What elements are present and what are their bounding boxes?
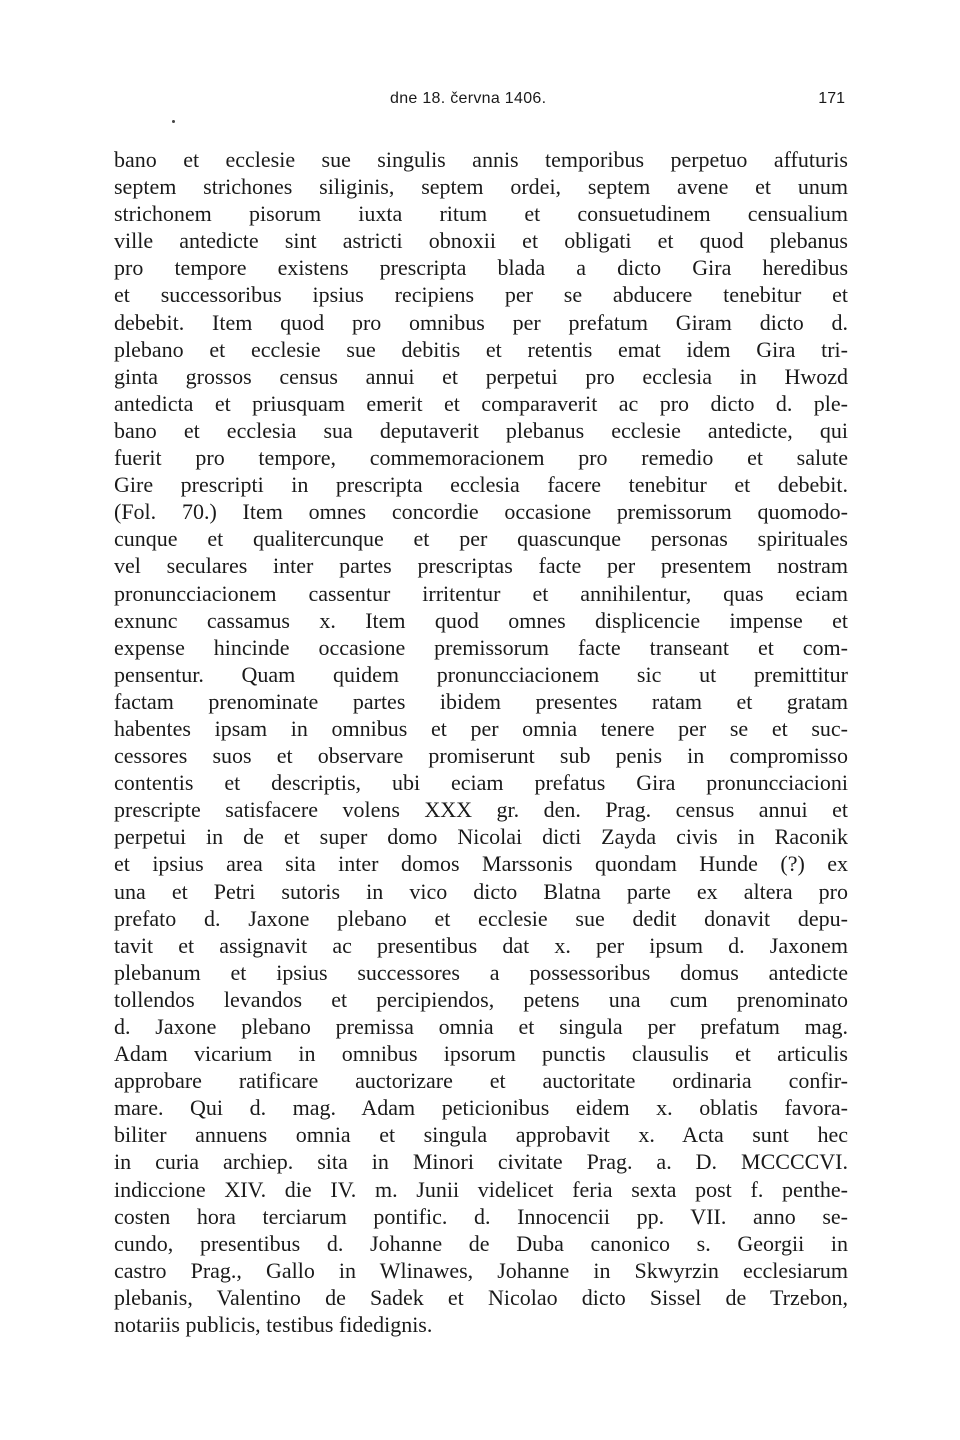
text-line: ville antedicte sint astricti obnoxii et obligati et quod plebanus xyxy=(114,228,848,254)
text-line: mare. Qui d. mag. Adam peticionibus eidem x. oblatis favora- xyxy=(114,1095,848,1121)
text-line: tavit et assignavit ac presentibus dat x. per ipsum d. Jaxonem xyxy=(114,932,848,958)
text-line: bano et ecclesie sue singulis annis temporibus perpetuo affuturis xyxy=(114,147,848,172)
text-line: fuerit pro tempore, commemoracionem pro remedio et salute xyxy=(114,445,848,471)
text-line: perpetui in de et super domo Nicolai dicti Zayda civis in Raconik xyxy=(114,824,848,850)
text-line: exnunc cassamus x. Item quod omnes displicencie impense et xyxy=(114,607,848,633)
text-line: approbare ratificare auctorizare et auctoritate ordinaria confir- xyxy=(114,1068,848,1094)
text-line: prefato d. Jaxone plebano et ecclesie sue dedit donavit depu- xyxy=(114,905,848,931)
text-line: costen hora terciarum pontific. d. Innocencii pp. VII. anno se- xyxy=(114,1203,848,1229)
text-line: habentes ipsam in omnibus et per omnia tenere per se et suc- xyxy=(114,715,848,741)
text-line: castro Prag., Gallo in Wlinawes, Johanne in Skwyrzin ecclesiarum xyxy=(114,1257,848,1283)
running-title: dne 18. června 1406. xyxy=(390,90,547,107)
text-line: vel seculares inter partes prescriptas facte per presentem nostram xyxy=(114,553,848,579)
text-line: cundo, presentibus d. Johanne de Duba canonico s. Georgii in xyxy=(114,1230,848,1256)
text-line: septem strichones siliginis, septem ordei, septem avene et unum xyxy=(114,174,848,200)
text-line: prescripte satisfacere volens XXX gr. den. Prag. census annui et xyxy=(114,797,848,823)
text-line: plebano et ecclesie sue debitis et retentis emat idem Gira tri- xyxy=(114,336,848,362)
text-line: strichonem pisorum iuxta ritum et consuetudinem censualium xyxy=(114,201,848,227)
text-line: tollendos levandos et percipiendos, petens una cum prenominato xyxy=(114,986,848,1012)
text-line: una et Petri sutoris in vico dicto Blatna parte ex altera pro xyxy=(114,878,848,904)
stray-dot xyxy=(172,120,175,123)
text-line: debebit. Item quod pro omnibus per prefatum Giram dicto d. xyxy=(114,309,848,335)
text-line: in curia archiep. sita in Minori civitate Prag. a. D. MCCCCVI. xyxy=(114,1149,848,1175)
text-line: plebanum et ipsius successores a possessoribus domus antedicte xyxy=(114,959,848,985)
running-head xyxy=(0,90,960,114)
text-line: notariis publicis, testibus fidedignis. xyxy=(114,1312,433,1338)
text-line: expense hincinde occasione premissorum facte transeant et com- xyxy=(114,634,848,660)
text-line: (Fol. 70.) Item omnes concordie occasione premissorum quomodo- xyxy=(114,499,848,525)
text-line: d. Jaxone plebano premissa omnia et singula per prefatum mag. xyxy=(114,1014,848,1039)
text-line: pronuncciacionem cassentur irritentur et annihilentur, quas eciam xyxy=(114,580,848,606)
text-line: pensentur. Quam quidem pronuncciacionem sic ut premittitur xyxy=(114,661,848,687)
text-line: biliter annuens omnia et singula approbavit x. Acta sunt hec xyxy=(114,1122,848,1148)
body-text xyxy=(114,146,848,1338)
text-line: Adam vicarium in omnibus ipsorum punctis clausulis et articulis xyxy=(114,1041,848,1067)
text-line: indiccione XIV. die IV. m. Junii videlicet feria sexta post f. penthe- xyxy=(114,1176,848,1202)
text-line: et ipsius area sita inter domos Marssonis quondam Hunde (?) ex xyxy=(114,851,848,877)
page-number: 171 xyxy=(818,90,845,107)
text-line: plebanis, Valentino de Sadek et Nicolao dicto Sissel de Trzebon, xyxy=(114,1284,848,1310)
text-line: contentis et descriptis, ubi eciam prefatus Gira pronuncciacioni xyxy=(114,770,848,796)
text-line: bano et ecclesia sua deputaverit plebanus ecclesie antedicte, qui xyxy=(114,417,848,443)
text-line: cunque et qualitercunque et per quascunque personas spirituales xyxy=(114,526,848,552)
text-line: cessores suos et observare promiserunt sub penis in compromisso xyxy=(114,743,848,769)
text-line: pro tempore existens prescripta blada a dicto Gira heredibus xyxy=(114,255,848,281)
text-line: et successoribus ipsius recipiens per se abducere tenebitur et xyxy=(114,282,848,308)
text-line: ginta grossos census annui et perpetui pro ecclesia in Hwozd xyxy=(114,363,848,389)
text-line: Gire prescripti in prescripta ecclesia facere tenebitur et debebit. xyxy=(114,472,848,498)
text-line: factam prenominate partes ibidem presentes ratam et gratam xyxy=(114,688,848,714)
text-line: antedicta et priusquam emerit et comparaverit ac pro dicto d. ple- xyxy=(114,390,848,416)
